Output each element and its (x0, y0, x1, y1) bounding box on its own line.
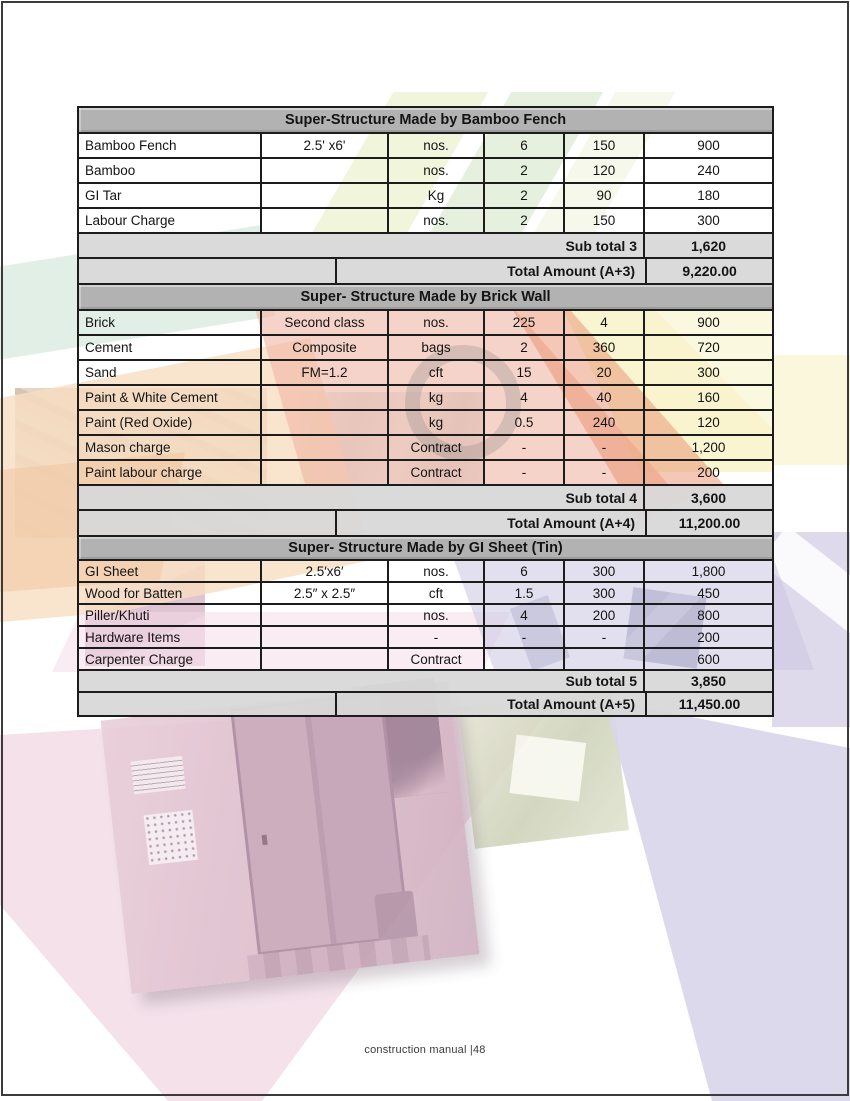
cell-spec: 2.5′x6′ (261, 560, 388, 582)
total-label: Total Amount (A+4) (507, 515, 636, 531)
total-empty-cell (79, 693, 337, 715)
bg-shape-yellow-margin (772, 355, 850, 465)
cell-amount: 300 (644, 208, 773, 233)
cell-spec (261, 648, 388, 670)
subtotal-value: 3,600 (644, 485, 773, 510)
cell-amount: 800 (644, 604, 773, 626)
total-empty-cell (79, 259, 337, 283)
cell-item: Paint (Red Oxide) (78, 410, 261, 435)
photo-fragment-white-tile (509, 735, 585, 802)
cell-amount: 300 (644, 360, 773, 385)
subtotal-value: 1,620 (644, 233, 773, 258)
section-title: Super-Structure Made by Bamboo Fench (78, 107, 773, 133)
cell-rate: 150 (564, 208, 644, 233)
table-row (78, 460, 773, 485)
cell-spec: Composite (261, 335, 388, 360)
cell-qty: 15 (484, 360, 564, 385)
subtotal-label: Sub total 4 (78, 485, 644, 510)
cell-unit: - (388, 626, 484, 648)
cell-item: Bamboo Fench (78, 133, 261, 158)
cell-qty: - (484, 435, 564, 460)
total-row (78, 258, 773, 284)
cell-amount: 160 (644, 385, 773, 410)
cell-spec (261, 158, 388, 183)
table-row (78, 626, 773, 648)
cell-item: GI Sheet (78, 560, 261, 582)
cell-rate: 90 (564, 183, 644, 208)
section-header-row (78, 107, 773, 133)
cell-unit: nos. (388, 208, 484, 233)
table-row (78, 183, 773, 208)
cell-amount: 200 (644, 460, 773, 485)
cell-unit: nos. (388, 604, 484, 626)
cell-item: Paint labour charge (78, 460, 261, 485)
subtotal-row (78, 670, 773, 692)
cell-unit: bags (388, 335, 484, 360)
cell-qty: 2 (484, 335, 564, 360)
cell-unit: cft (388, 360, 484, 385)
subtotal-label: Sub total 3 (78, 233, 644, 258)
table-row (78, 310, 773, 335)
table-row (78, 648, 773, 670)
cell-spec (261, 385, 388, 410)
cell-item: Piller/Khuti (78, 604, 261, 626)
cell-amount: 600 (644, 648, 773, 670)
cell-spec (261, 626, 388, 648)
total-row-cell (78, 510, 773, 536)
cell-unit: Kg (388, 183, 484, 208)
section-title: Super- Structure Made by GI Sheet (Tin) (78, 536, 773, 560)
cell-amount: 900 (644, 133, 773, 158)
section-header-row (78, 536, 773, 560)
total-row-cell (78, 258, 773, 284)
door-photo-dotted-sign (143, 810, 197, 865)
cell-spec (261, 208, 388, 233)
cell-unit: nos. (388, 310, 484, 335)
cell-qty: 6 (484, 133, 564, 158)
table-row (78, 560, 773, 582)
cell-item: Bamboo (78, 158, 261, 183)
cell-item: Hardware Items (78, 626, 261, 648)
cell-rate: 300 (564, 582, 644, 604)
door-photo (101, 681, 480, 994)
cell-qty: 4 (484, 385, 564, 410)
table-row (78, 335, 773, 360)
cell-qty: 6 (484, 560, 564, 582)
cell-spec: 2.5' x6' (261, 133, 388, 158)
cell-rate: - (564, 626, 644, 648)
table-row (78, 208, 773, 233)
cell-rate: - (564, 460, 644, 485)
cell-unit: nos. (388, 560, 484, 582)
cell-rate: 120 (564, 158, 644, 183)
cell-amount: 1,200 (644, 435, 773, 460)
door-photo-signboard (130, 756, 186, 795)
cell-spec (261, 460, 388, 485)
footer-text: construction manual |48 (364, 1044, 486, 1056)
section-header-row (78, 284, 773, 310)
table-row (78, 435, 773, 460)
cell-unit: Contract (388, 460, 484, 485)
cell-amount: 1,800 (644, 560, 773, 582)
total-label: Total Amount (A+5) (507, 696, 636, 712)
total-empty-cell (79, 511, 337, 535)
cell-qty: 0.5 (484, 410, 564, 435)
cell-qty: 1.5 (484, 582, 564, 604)
table-row (78, 582, 773, 604)
cell-item: GI Tar (78, 183, 261, 208)
cell-qty: 2 (484, 183, 564, 208)
cell-rate: - (564, 435, 644, 460)
total-label: Total Amount (A+3) (507, 263, 636, 279)
total-row (78, 510, 773, 536)
cell-rate: 40 (564, 385, 644, 410)
subtotal-row (78, 233, 773, 258)
cell-item: Labour Charge (78, 208, 261, 233)
table-row (78, 360, 773, 385)
cell-qty (484, 648, 564, 670)
cell-qty: 2 (484, 208, 564, 233)
table-row (78, 410, 773, 435)
total-row-cell (78, 692, 773, 716)
cell-item: Carpenter Charge (78, 648, 261, 670)
cell-item: Sand (78, 360, 261, 385)
cell-item: Mason charge (78, 435, 261, 460)
subtotal-value: 3,850 (644, 670, 773, 692)
table-row (78, 133, 773, 158)
table-row (78, 385, 773, 410)
section-title: Super- Structure Made by Brick Wall (78, 284, 773, 310)
cell-amount: 900 (644, 310, 773, 335)
cell-unit: cft (388, 582, 484, 604)
total-value: 11,200.00 (645, 511, 772, 535)
cell-rate: 150 (564, 133, 644, 158)
table-row (78, 604, 773, 626)
cell-amount: 450 (644, 582, 773, 604)
cell-spec: Second class (261, 310, 388, 335)
total-value: 11,450.00 (645, 693, 772, 715)
cell-unit: kg (388, 410, 484, 435)
cell-amount: 200 (644, 626, 773, 648)
subtotal-label: Sub total 5 (78, 670, 644, 692)
total-row (78, 692, 773, 716)
cell-qty: 225 (484, 310, 564, 335)
cell-amount: 720 (644, 335, 773, 360)
cell-unit: Contract (388, 435, 484, 460)
cell-qty: - (484, 460, 564, 485)
cell-spec (261, 410, 388, 435)
cell-rate: 300 (564, 560, 644, 582)
total-value: 9,220.00 (645, 259, 772, 283)
cell-unit: nos. (388, 133, 484, 158)
cell-rate: 240 (564, 410, 644, 435)
cell-amount: 120 (644, 410, 773, 435)
cell-rate (564, 648, 644, 670)
cell-spec (261, 604, 388, 626)
table-row (78, 158, 773, 183)
page-footer (0, 1044, 850, 1056)
cell-amount: 180 (644, 183, 773, 208)
cell-spec (261, 183, 388, 208)
cost-table (77, 106, 774, 717)
cell-unit: nos. (388, 158, 484, 183)
cell-unit: kg (388, 385, 484, 410)
cell-rate: 20 (564, 360, 644, 385)
cell-spec (261, 435, 388, 460)
cell-rate: 4 (564, 310, 644, 335)
cell-unit: Contract (388, 648, 484, 670)
cell-amount: 240 (644, 158, 773, 183)
cell-spec: FM=1.2 (261, 360, 388, 385)
subtotal-row (78, 485, 773, 510)
cell-qty: - (484, 626, 564, 648)
door-photo-knob (262, 835, 268, 846)
cell-rate: 200 (564, 604, 644, 626)
cell-qty: 2 (484, 158, 564, 183)
cell-item: Brick (78, 310, 261, 335)
cell-rate: 360 (564, 335, 644, 360)
cell-item: Cement (78, 335, 261, 360)
cell-item: Wood for Batten (78, 582, 261, 604)
cell-qty: 4 (484, 604, 564, 626)
cell-spec: 2.5″ x 2.5″ (261, 582, 388, 604)
cell-item: Paint & White Cement (78, 385, 261, 410)
